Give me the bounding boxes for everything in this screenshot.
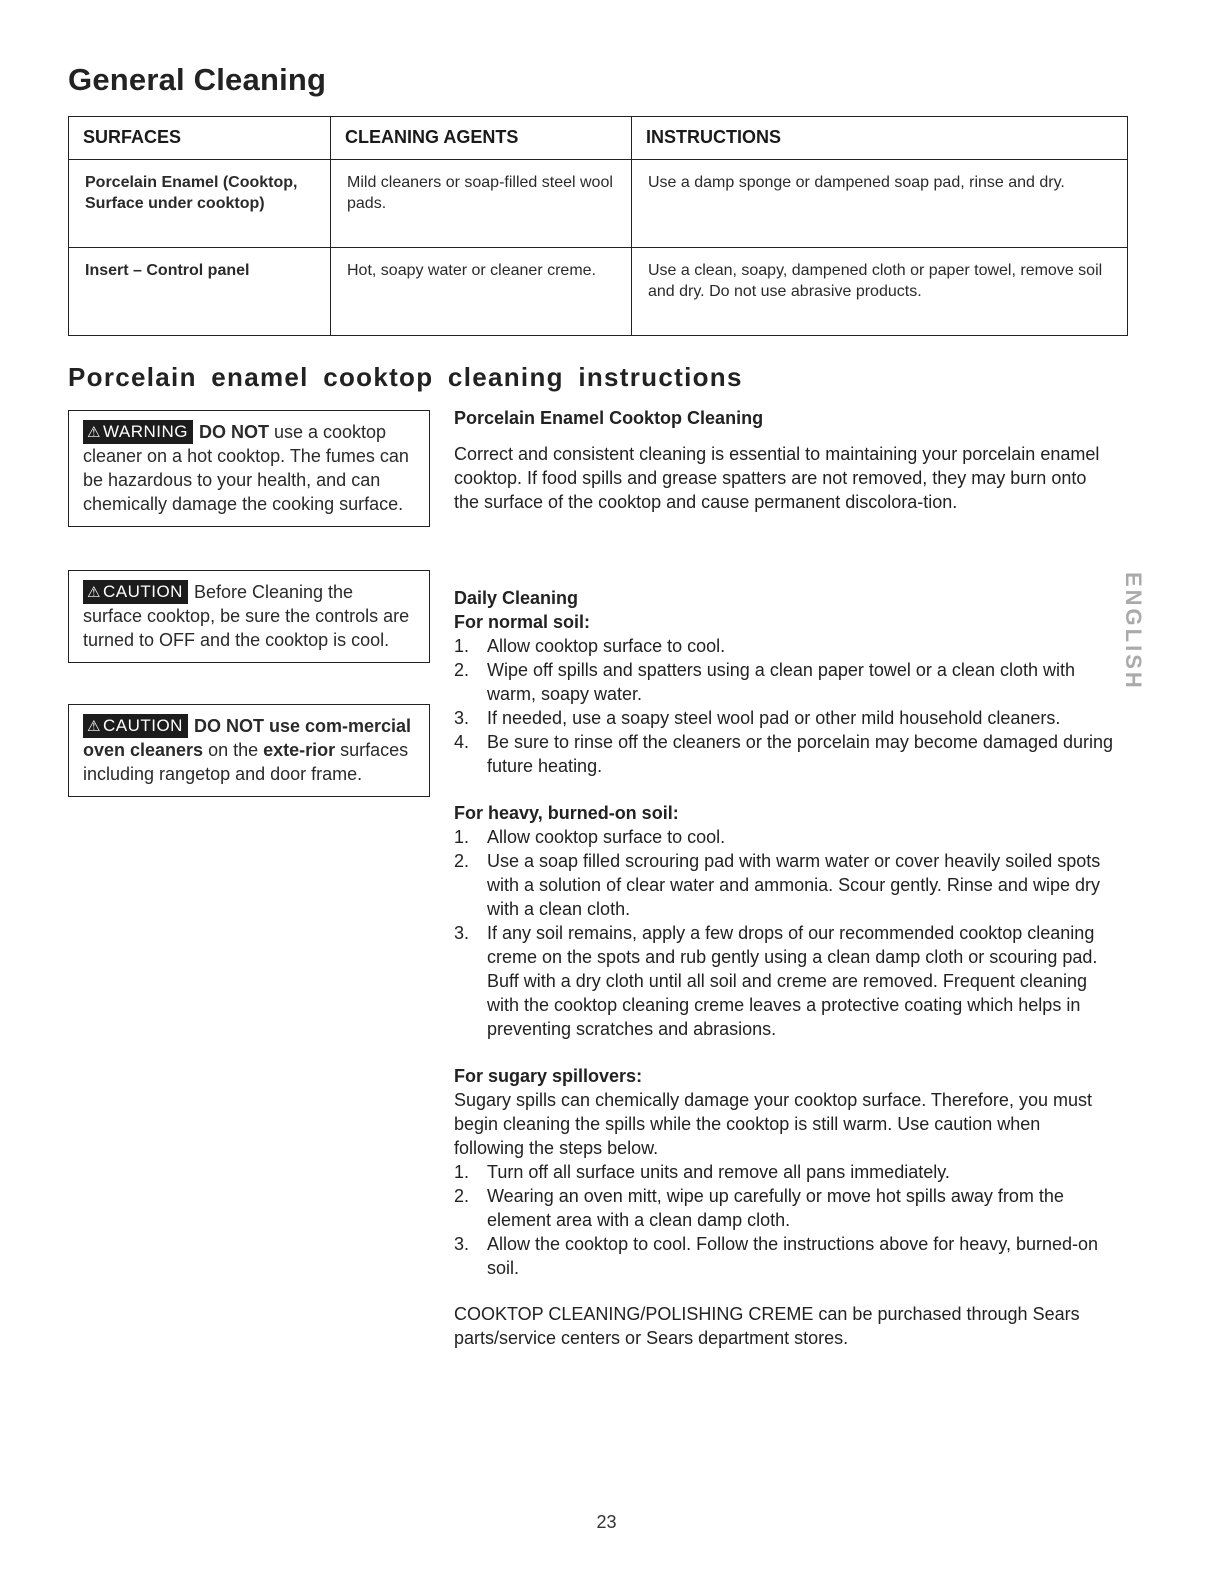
table-row <box>69 248 1128 336</box>
agent-cell: Hot, soapy water or cleaner creme. <box>331 248 632 336</box>
list-item <box>454 921 1114 1041</box>
caution-badge <box>83 714 188 738</box>
caution-mid: on the <box>203 740 264 760</box>
heavy-soil-heading: For heavy, burned-on soil: <box>454 803 679 823</box>
step-text: Wearing an oven mitt, wipe up carefully or move hot spills away from the element area with a clean damp cloth. <box>487 1186 1064 1230</box>
step-number: 1. <box>454 1162 470 1182</box>
step-number: 2. <box>454 660 470 680</box>
agent-cell: Mild cleaners or soap-filled steel wool pads. <box>331 160 632 248</box>
step-text: Be sure to rinse off the cleaners or the porcelain may become damaged during future heating. <box>487 732 1114 776</box>
step-text: Use a soap filled scrouring pad with warm water or cover heavily soiled spots with a solution of clear water and ammonia. Scour gently. Rinse and wipe dry with a clean cloth. <box>487 851 1101 919</box>
caution-text: Before Cleaning the surface cooktop, be sure the controls are turned to OFF and the cooktop is cool. <box>83 582 410 650</box>
general-cleaning-table <box>68 116 1128 336</box>
sugary-intro: Sugary spills can chemically damage your cooktop surface. Therefore, you must begin cleaning the spills while the cooktop is still warm. Use caution when following the steps below. <box>454 1090 1092 1158</box>
step-text: Allow cooktop surface to cool. <box>487 636 726 656</box>
step-number: 3. <box>454 923 470 943</box>
normal-soil-heading: For normal soil: <box>454 612 591 632</box>
page-number: 23 <box>596 1512 617 1532</box>
list-item <box>454 706 1114 730</box>
section-heading: Porcelain Enamel Cooktop Cleaning <box>454 408 764 428</box>
caution-box <box>68 570 430 663</box>
step-number: 2. <box>454 1186 470 1206</box>
step-text: Allow the cooktop to cool. Follow the instructions above for heavy, burned-on soil. <box>487 1234 1099 1278</box>
step-text: Allow cooktop surface to cool. <box>487 827 726 847</box>
column-header-instructions: INSTRUCTIONS <box>632 117 1128 160</box>
heavy-soil-section <box>454 801 1114 1041</box>
warning-text: use a cooktop cleaner on a hot cooktop. The fumes can be hazardous to your health, and can chemically damage the cooking surface. <box>83 422 409 514</box>
list-item <box>454 658 1114 706</box>
step-number: 3. <box>454 1234 470 1254</box>
caution-badge <box>83 580 188 604</box>
warning-badge-label: WARNING <box>102 422 188 441</box>
warning-lead: DO NOT <box>198 422 269 442</box>
list-item <box>454 634 1114 658</box>
caution-box-oven-cleaners <box>68 704 430 797</box>
sugary-steps <box>454 1160 1114 1280</box>
surface-cell: Insert – Control panel <box>69 248 331 336</box>
list-item <box>454 849 1114 921</box>
step-number: 4. <box>454 732 470 752</box>
list-item <box>454 1184 1114 1232</box>
step-number: 1. <box>454 827 470 847</box>
closing-paragraph: COOKTOP CLEANING/POLISHING CREME can be purchased through Sears parts/service centers or Sears department stores. <box>454 1304 1080 1348</box>
caution-bold: exte-rior <box>263 740 336 760</box>
table-row <box>69 160 1128 248</box>
warning-triangle-icon: ⚠ <box>87 584 101 601</box>
step-text: If needed, use a soapy steel wool pad or other mild household cleaners. <box>487 708 1061 728</box>
heavy-soil-steps <box>454 825 1114 1041</box>
step-number: 3. <box>454 708 470 728</box>
intro-section <box>454 406 1114 514</box>
list-item <box>454 730 1114 778</box>
normal-soil-steps <box>454 634 1114 778</box>
column-header-surfaces: SURFACES <box>69 117 331 160</box>
table-header-row <box>69 117 1128 160</box>
language-side-label: ENGLISH <box>1121 572 1146 691</box>
intro-paragraph: Correct and consistent cleaning is essential to maintaining your porcelain enamel cooktop. If food spills and grease spatters are not removed, they may burn onto the surface of the cooktop and cause permanent discolora-tion. <box>454 444 1100 512</box>
warning-box <box>68 410 430 527</box>
caution-badge-label: CAUTION <box>102 582 183 601</box>
daily-cleaning-section <box>454 586 1114 778</box>
instruction-cell: Use a clean, soapy, dampened cloth or paper towel, remove soil and dry. Do not use abrasive products. <box>632 248 1128 336</box>
warning-triangle-icon: ⚠ <box>87 718 101 735</box>
surface-cell: Porcelain Enamel (Cooktop, Surface under cooktop) <box>69 160 331 248</box>
warning-badge <box>83 420 193 444</box>
sugary-spillovers-heading: For sugary spillovers: <box>454 1066 643 1086</box>
instruction-cell: Use a damp sponge or dampened soap pad, rinse and dry. <box>632 160 1128 248</box>
list-item <box>454 1160 1114 1184</box>
list-item <box>454 1232 1114 1280</box>
step-number: 2. <box>454 851 470 871</box>
list-item <box>454 825 1114 849</box>
step-text: Turn off all surface units and remove all pans immediately. <box>487 1162 950 1182</box>
caution-text: surfaces including rangetop and door frame. <box>83 740 409 784</box>
column-header-cleaning-agents: CLEANING AGENTS <box>331 117 632 160</box>
step-number: 1. <box>454 636 470 656</box>
caution-lead: DO NOT use com-mercial oven cleaners <box>83 716 412 760</box>
closing-section <box>454 1302 1114 1350</box>
page-title: General Cleaning <box>68 62 327 97</box>
caution-badge-label: CAUTION <box>102 716 183 735</box>
daily-cleaning-heading: Daily Cleaning <box>454 588 579 608</box>
sugary-spillovers-section <box>454 1064 1114 1280</box>
step-text: If any soil remains, apply a few drops of our recommended cooktop cleaning creme on the spots and rub gently using a clean damp cloth or scouring pad. Buff with a dry cloth until all soil and creme are removed. Frequent cleaning with the cooktop cleaning creme leaves a protective coating which helps in preventing scratches and abrasions. <box>487 923 1098 1039</box>
warning-triangle-icon: ⚠ <box>87 424 101 441</box>
step-text: Wipe off spills and spatters using a clean paper towel or a clean cloth with warm, soapy water. <box>487 660 1075 704</box>
section-title: Porcelain enamel cooktop cleaning instructions <box>68 362 743 392</box>
